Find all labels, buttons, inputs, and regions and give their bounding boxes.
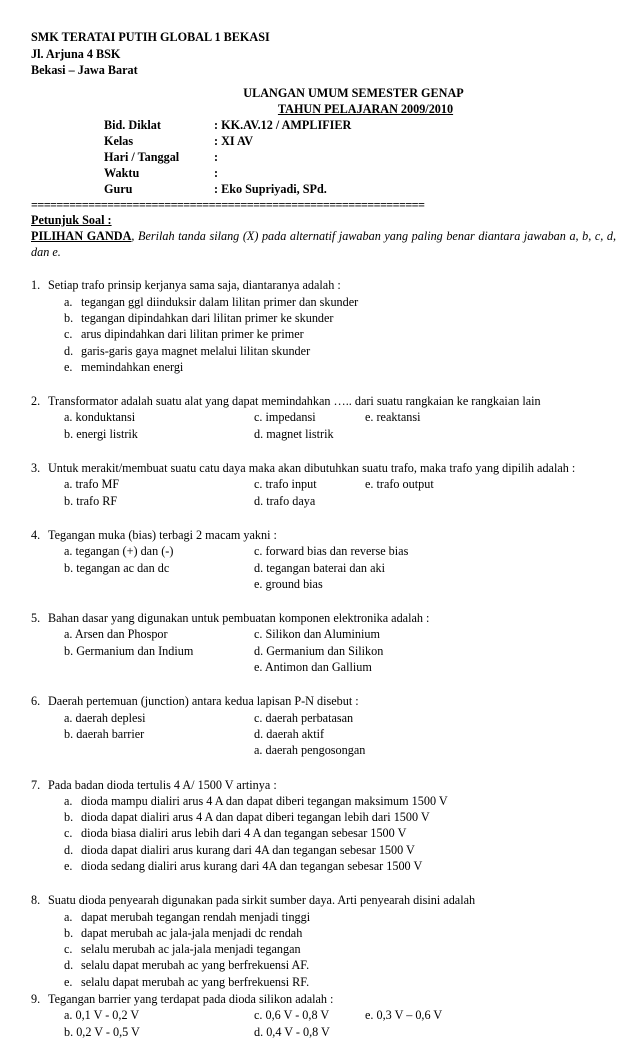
question-text: Untuk merakit/membuat suatu catu daya maka akan dibutuhkan suatu trafo, maka trafo yang dipilih adalah :	[48, 461, 576, 476]
school-city: Bekasi – Jawa Barat	[31, 63, 138, 77]
question-stem	[31, 460, 616, 476]
meta-value: : Eko Supriyadi, SPd.	[214, 181, 327, 196]
question-stem	[31, 610, 616, 626]
option-grid	[64, 476, 616, 509]
question-stem	[31, 693, 616, 709]
option-grid	[64, 626, 616, 675]
question-1	[31, 277, 616, 375]
answer-option	[64, 659, 254, 675]
option-letter: e.	[64, 359, 73, 374]
answer-option: a. trafo MF	[64, 477, 120, 492]
option-letter: b.	[64, 310, 74, 325]
answer-option	[64, 842, 616, 858]
option-letter: d.	[64, 842, 74, 857]
answer-option	[64, 576, 254, 592]
answer-option	[64, 310, 616, 326]
option-letter: c.	[64, 942, 73, 957]
answer-option	[64, 294, 616, 310]
option-text: dioda mampu dialiri arus 4 A dan dapat diberi tegangan maksimum 1500 V	[81, 793, 448, 808]
option-row	[64, 742, 616, 758]
school-name: SMK TERATAI PUTIH GLOBAL 1 BEKASI	[31, 30, 270, 44]
meta-label: Waktu	[104, 165, 140, 180]
answer-option: d. magnet listrik	[254, 426, 334, 441]
answer-option	[64, 974, 616, 990]
answer-option: c. 0,6 V - 0,8 V	[254, 1008, 330, 1023]
question-stem	[31, 892, 616, 908]
option-row	[64, 426, 616, 442]
option-list	[64, 294, 616, 375]
answer-option: b. energi listrik	[64, 426, 138, 441]
option-row	[64, 409, 616, 425]
answer-option: a. konduktansi	[64, 410, 136, 425]
answer-option: b. Germanium dan Indium	[64, 643, 194, 658]
exam-year: TAHUN PELAJARAN 2009/2010	[277, 101, 454, 116]
answer-option	[64, 957, 616, 973]
question-number: 1.	[31, 278, 41, 293]
exam-title: ULANGAN UMUM SEMESTER GENAP	[243, 85, 464, 100]
option-text: arus dipindahkan dari lilitan primer ke primer	[81, 327, 304, 342]
option-letter: b.	[64, 810, 74, 825]
option-text: tegangan dipindahkan dari lilitan primer ke skunder	[81, 310, 334, 325]
option-row	[64, 1024, 616, 1040]
option-letter: e.	[64, 859, 73, 873]
answer-option: e. 0,3 V – 0,6 V	[365, 1008, 443, 1023]
answer-option: a. daerah deplesi	[64, 710, 146, 725]
question-9	[31, 991, 616, 1040]
question-text: Suatu dioda penyearah digunakan pada sirkit sumber daya. Arti penyearah disini adalah	[48, 893, 476, 908]
meta-label: Bid. Diklat	[104, 117, 161, 132]
answer-option	[64, 925, 616, 941]
question-2	[31, 393, 616, 442]
answer-option: b. 0,2 V - 0,5 V	[64, 1024, 140, 1039]
answer-option	[64, 809, 616, 825]
question-6	[31, 693, 616, 758]
answer-option: e. reaktansi	[365, 410, 421, 425]
answer-option: a. tegangan (+) dan (-)	[64, 544, 174, 559]
question-text: Bahan dasar yang digunakan untuk pembuatan komponen elektronika adalah :	[48, 611, 430, 626]
option-row	[64, 543, 616, 559]
answer-option: a. 0,1 V - 0,2 V	[64, 1008, 140, 1023]
option-text: dapat merubah tegangan rendah menjadi tinggi	[81, 909, 311, 924]
answer-option: c. daerah perbatasan	[254, 710, 354, 725]
question-number: 6.	[31, 694, 41, 709]
option-text: dioda dapat dialiri arus 4 A dan dapat diberi tegangan lebih dari 1500 V	[81, 810, 430, 825]
option-letter: c.	[64, 826, 73, 841]
option-grid	[64, 710, 616, 759]
option-row	[64, 643, 616, 659]
answer-option: b. tegangan ac dan dc	[64, 560, 170, 575]
exam-page	[31, 29, 616, 1040]
option-row	[64, 659, 616, 675]
question-list	[31, 277, 616, 1040]
answer-option: e. ground bias	[254, 576, 323, 591]
question-5	[31, 610, 616, 675]
option-text: memindahkan energi	[81, 359, 184, 374]
option-letter: e.	[64, 974, 73, 989]
instructions-body: , Berilah tanda silang (X) pada alternatif jawaban yang paling benar diantara jawaban a, b, c, d, dan e.	[31, 228, 617, 260]
option-letter: c.	[64, 327, 73, 342]
question-text: Tegangan muka (bias) terbagi 2 macam yakni :	[48, 527, 277, 542]
meta-label: Hari / Tanggal	[104, 149, 180, 164]
question-number: 4.	[31, 527, 41, 542]
question-text: Setiap trafo prinsip kerjanya sama saja, diantaranya adalah :	[48, 278, 341, 293]
instructions-heading: Petunjuk Soal :	[31, 212, 112, 227]
question-stem	[31, 527, 616, 543]
option-grid	[64, 543, 616, 592]
question-number: 2.	[31, 394, 41, 409]
option-letter: a.	[64, 294, 73, 309]
meta-row-teacher	[104, 181, 616, 197]
question-8	[31, 892, 616, 990]
option-text: dioda dapat dialiri arus kurang dari 4A dan tegangan sebesar 1500 V	[81, 842, 415, 857]
answer-option: e. trafo output	[365, 477, 434, 492]
option-text: selalu merubah ac jala-jala menjadi tegangan	[81, 942, 301, 957]
answer-option: d. Germanium dan Silikon	[254, 643, 384, 658]
option-letter: a.	[64, 793, 73, 808]
answer-option	[64, 793, 616, 809]
meta-value: :	[214, 149, 219, 164]
school-street: Jl. Arjuna 4 BSK	[31, 46, 121, 61]
option-text: dioda biasa dialiri arus lebih dari 4 A dan tegangan sebesar 1500 V	[81, 826, 407, 841]
question-number: 5.	[31, 611, 41, 626]
option-row	[64, 726, 616, 742]
option-row	[64, 560, 616, 576]
question-text: Transformator adalah suatu alat yang dapat memindahkan ….. dari suatu rangkaian ke rangkaian lain	[48, 394, 541, 409]
option-letter: d.	[64, 343, 74, 358]
meta-row-time	[104, 165, 616, 181]
meta-row-date	[104, 149, 616, 165]
answer-option: c. forward bias dan reverse bias	[254, 544, 409, 559]
separator-line: ==============================================================	[31, 197, 425, 212]
answer-option	[64, 909, 616, 925]
answer-option: b. trafo RF	[64, 493, 118, 508]
school-header	[31, 29, 616, 79]
answer-option: c. trafo input	[254, 477, 317, 492]
answer-option	[64, 343, 616, 359]
question-stem	[31, 393, 616, 409]
question-number: 7.	[31, 777, 41, 792]
answer-option: e. Antimon dan Gallium	[254, 660, 372, 675]
meta-label: Kelas	[104, 133, 134, 148]
question-number: 9.	[31, 992, 41, 1007]
question-stem	[31, 777, 616, 793]
question-text: Tegangan barrier yang terdapat pada dioda silikon adalah :	[48, 992, 334, 1007]
answer-option: d. trafo daya	[254, 493, 316, 508]
instructions-text	[31, 228, 616, 261]
option-text: garis-garis gaya magnet melalui lilitan skunder	[81, 343, 311, 358]
question-stem	[31, 991, 616, 1007]
answer-option	[64, 359, 616, 375]
option-text: dioda sedang dialiri arus kurang dari 4A dan tegangan sebesar 1500 V	[81, 859, 423, 873]
option-text: dapat merubah ac jala-jala menjadi dc rendah	[81, 925, 303, 940]
option-list	[64, 793, 616, 874]
option-grid	[64, 1007, 616, 1040]
meta-label: Guru	[104, 181, 133, 196]
question-text: Daerah pertemuan (junction) antara kedua lapisan P-N disebut :	[48, 694, 359, 709]
option-letter: a.	[64, 909, 73, 924]
answer-option	[64, 941, 616, 957]
answer-option	[64, 825, 616, 841]
meta-row-class	[104, 133, 616, 149]
question-number: 3.	[31, 461, 41, 476]
option-row	[64, 476, 616, 492]
option-text: tegangan ggl diinduksir dalam lilitan primer dan skunder	[81, 294, 359, 309]
question-type-label: PILIHAN GANDA	[31, 228, 132, 243]
option-row	[64, 1007, 616, 1023]
option-letter: d.	[64, 958, 74, 973]
option-row	[64, 626, 616, 642]
option-grid	[64, 409, 616, 442]
answer-option: b. daerah barrier	[64, 726, 145, 741]
answer-option	[64, 326, 616, 342]
answer-option: c. Silikon dan Aluminium	[254, 627, 380, 642]
question-3	[31, 460, 616, 509]
question-7	[31, 777, 616, 875]
option-text: selalu dapat merubah ac yang berfrekuensi RF.	[81, 974, 310, 989]
question-text: Pada badan dioda tertulis 4 A/ 1500 V artinya :	[48, 777, 277, 792]
meta-row-subject	[104, 117, 616, 133]
answer-option	[64, 858, 616, 874]
answer-option: d. daerah aktif	[254, 726, 325, 741]
option-text: selalu dapat merubah ac yang berfrekuensi AF.	[81, 958, 310, 973]
question-stem	[31, 277, 616, 293]
option-row	[64, 493, 616, 509]
answer-option	[64, 742, 254, 758]
option-row	[64, 710, 616, 726]
answer-option: a. daerah pengosongan	[254, 743, 366, 758]
meta-value: : XI AV	[214, 133, 254, 148]
exam-title-block	[91, 85, 616, 117]
answer-option: a. Arsen dan Phospor	[64, 627, 168, 642]
meta-value: :	[214, 165, 219, 180]
meta-value: : KK.AV.12 / AMPLIFIER	[214, 117, 352, 132]
option-list	[64, 909, 616, 990]
answer-option: d. 0,4 V - 0,8 V	[254, 1024, 330, 1039]
option-row	[64, 576, 616, 592]
answer-option: c. impedansi	[254, 410, 316, 425]
exam-meta	[104, 117, 616, 197]
question-number: 8.	[31, 893, 41, 908]
question-4	[31, 527, 616, 592]
answer-option: d. tegangan baterai dan aki	[254, 560, 385, 575]
option-letter: b.	[64, 925, 74, 940]
